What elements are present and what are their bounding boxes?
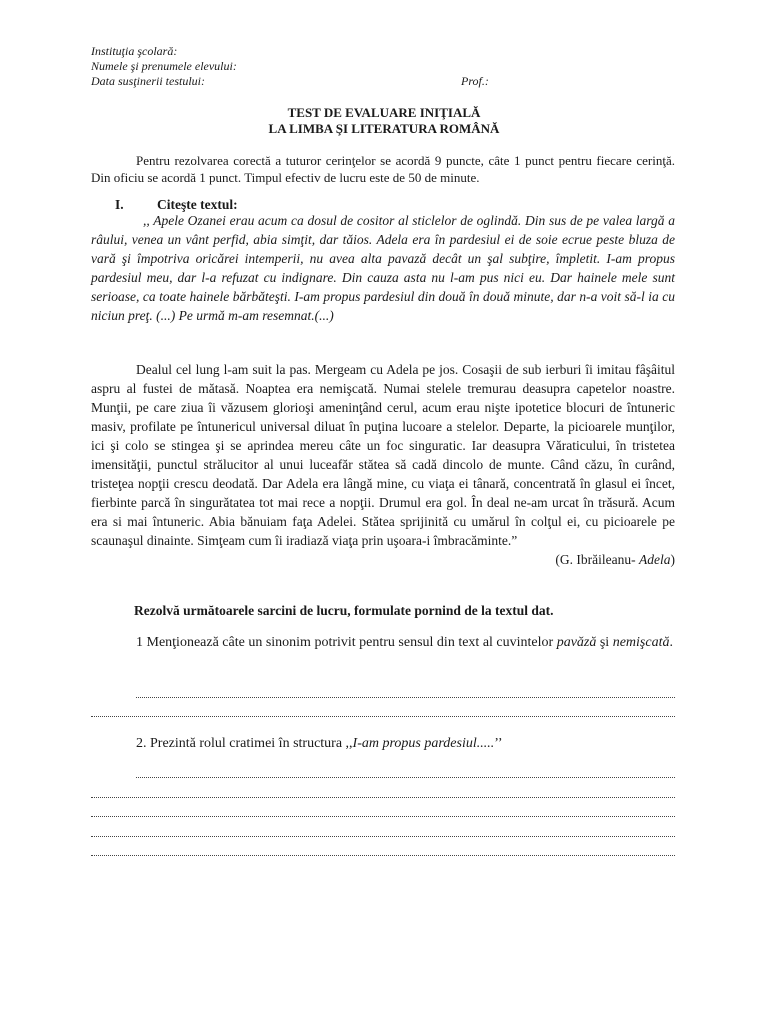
instructions-heading: Rezolvă următoarele sarcini de lucru, formulate pornind de la textul dat. (134, 603, 554, 618)
answer-line-2d[interactable] (91, 826, 675, 837)
answer-line-2e[interactable] (91, 845, 675, 856)
answer-line-1b[interactable] (91, 706, 675, 717)
task-2-suffix: ’’ (494, 736, 503, 751)
intro-paragraph: Pentru rezolvarea corectă a tuturor cerinţelor se acordă 9 puncte, câte 1 punct pentru fiecare cerinţă. Din oficiu se acordă 1 punct. Timpul efectiv de lucru este de 50 de minute. (91, 153, 675, 185)
test-date-label: Data susţinerii testului: (91, 74, 205, 88)
answer-line-2b[interactable] (91, 787, 675, 798)
text-paragraph-1: ,, Apele Ozanei erau acum ca dosul de cositor al sticlelor de oglindă. Din sus de pe valea largă a râului, venea un vânt perfid, abia simţit, dar tăios. Adela era în pardesiul ei de soie ecrue peste bluza de vară şi împotriva oricărei intemperii, nu avea alta pavază decât un şal subţire, împletit. I-am propus pardesiul meu, dar l-a refuzat cu indignare. Din cauza asta nu l-am pus nici eu. Dar hainele mele sunt serioase, ca toate hainele bărbăteşti. I-am propus pardesiul din două în două minute, dar n-a voit să-l ia cu niciun preţ. (...) Pe urmă m-am resemnat.(...) (91, 213, 675, 323)
source-author: (G. Ibrăileanu- (555, 552, 636, 567)
text-paragraph-2 (91, 360, 675, 569)
title-line-1: TEST DE EVALUARE INIŢIALĂ (287, 105, 481, 120)
answer-line-2c[interactable] (91, 806, 675, 817)
task-1-prefix: 1 Menţionează câte un sinonim potrivit pentru sensul din text al cuvintelor (136, 635, 557, 650)
task-1-middle: şi (596, 635, 613, 650)
task-2-quote: I-am propus pardesiul..... (352, 736, 495, 751)
title-line-2: LA LIMBA ŞI LITERATURA ROMÂNĂ (268, 121, 500, 136)
section-title: Citeşte textul: (157, 197, 238, 212)
answer-line-1a[interactable] (136, 687, 675, 698)
text-paragraph-2-body: Dealul cel lung l-am suit la pas. Mergeam cu Adela pe jos. Cosaşii de sub ierburi îi imitau fâşâitul aspru al fustei de mătasă. Noaptea era nemişcată. Numai stelele tremurau deasupra capetelor noastre. Munţii, pe care ziua îi văzusem glorioşi ameninţând cerul, acum erau nişte ipotetice blocuri de întuneric masiv, profilate pe întunericul universal diluat în puţina lucoare a stelelor. Departe, la picioarele munţilor, ici şi colo se stingea şi se aprindea mereu câte un foc singuratic. Iar deasupra Văraticului, în tristetea imensităţii, punctul strălucitor al unui luceafăr stătea să cadă dincolo de munte. Când căzu, în curând, tristeţea nopţii crescu deodată. Dar Adela era lângă mine, cu viaţa ei tânară, concentrată în glasul ei încet, fierbinte parcă în singurătatea tot mai rece a nopţii. Drumul era gol. În deal ne-am urcat în trăsură. Acum era si mai întuneric. Abia bănuiam faţa Adelei. Stătea sprijinită cu umărul în colţul ei, cu picioarele pe scaunaşul dinainte. Simţeam cum îi iradiază viaţa prin uşoara-i îmbracăminte.” (91, 362, 675, 548)
source-work: Adela (639, 552, 671, 567)
task-2 (136, 733, 676, 754)
institution-label: Instituţia şcolară: (91, 44, 178, 58)
task-1 (91, 632, 675, 653)
task-1-word-1: pavăză (556, 635, 597, 650)
prof-label: Prof.: (461, 74, 489, 88)
task-1-word-2: nemişcată (612, 635, 670, 650)
task-2-prefix: 2. Prezintă rolul cratimei în structura ,, (136, 736, 353, 751)
student-name-label: Numele şi prenumele elevului: (91, 59, 237, 73)
text-source (510, 550, 675, 569)
section-number: I. (115, 197, 124, 212)
source-close: ) (670, 552, 675, 567)
answer-line-2a[interactable] (136, 767, 675, 778)
task-1-suffix: . (669, 635, 673, 650)
